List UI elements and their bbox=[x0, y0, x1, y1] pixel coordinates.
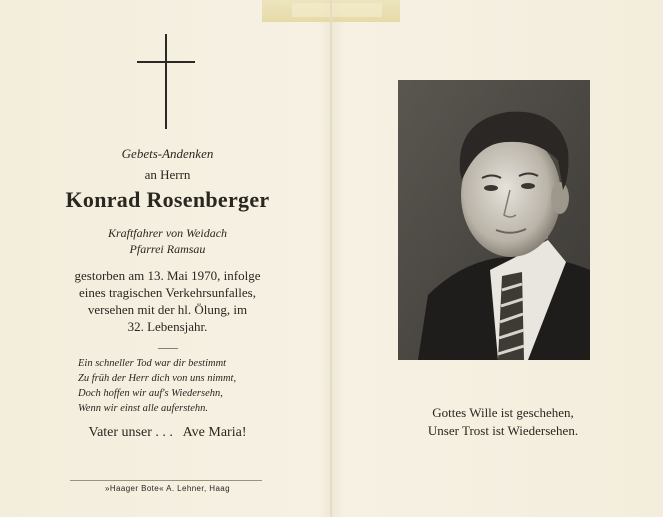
verse-line: Ein schneller Tod war dir bestimmt bbox=[78, 358, 227, 369]
death-line: eines tragischen Verkehrsunfalles, bbox=[78, 285, 256, 300]
portrait-photo bbox=[398, 80, 590, 360]
death-line: gestorben am 13. Mai 1970, infolge bbox=[74, 268, 261, 283]
consolation-line: Gottes Wille ist geschehen, bbox=[432, 405, 574, 420]
heading: Gebets-Andenken bbox=[121, 146, 214, 161]
parish: Pfarrei Ramsau bbox=[129, 242, 206, 256]
printer-credit: »Haager Bote« A. Lehner, Haag bbox=[104, 484, 231, 493]
consolation-text bbox=[398, 404, 608, 440]
prayer: Vater unser . . . Ave Maria! bbox=[88, 425, 247, 440]
printer-rule bbox=[70, 480, 262, 481]
death-line: 32. Lebensjahr. bbox=[127, 319, 208, 334]
occupation: Kraftfahrer von Weidach bbox=[107, 226, 228, 240]
verse bbox=[78, 356, 298, 416]
salutation: an Herrn bbox=[144, 167, 191, 182]
verse-line: Doch hoffen wir auf's Wiedersehn, bbox=[78, 388, 223, 399]
deceased-name: Konrad Rosenberger bbox=[65, 187, 270, 212]
fold-line bbox=[330, 0, 332, 517]
verse-line: Zu früh der Herr dich von uns nimmt, bbox=[78, 373, 237, 384]
verse-line: Wenn wir einst alle auferstehn. bbox=[78, 403, 208, 414]
death-line: versehen mit der hl. Ölung, im bbox=[87, 302, 248, 317]
divider bbox=[158, 348, 178, 349]
death-notice bbox=[40, 267, 295, 335]
cross-icon bbox=[137, 34, 197, 129]
consolation-line: Unser Trost ist Wiedersehen. bbox=[427, 423, 579, 438]
